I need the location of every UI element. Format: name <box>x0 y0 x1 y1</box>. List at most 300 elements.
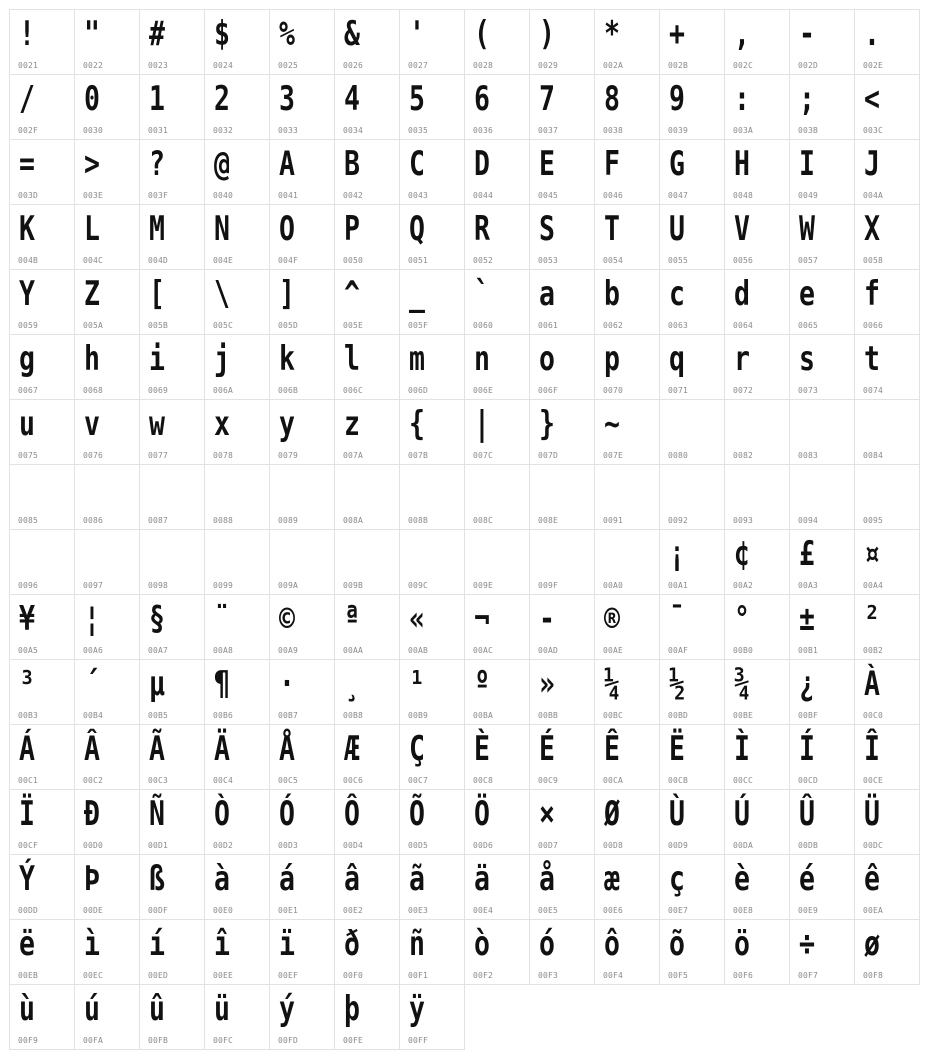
glyph-cell <box>75 400 140 465</box>
glyph-character: £ <box>799 534 815 574</box>
glyph-cell <box>335 595 400 660</box>
glyph-codepoint: 00A6 <box>83 646 104 655</box>
glyph-codepoint: 00B5 <box>148 711 169 720</box>
glyph-cell <box>530 725 595 790</box>
glyph-character: k <box>279 339 295 379</box>
glyph-codepoint: 00CE <box>863 776 884 785</box>
glyph-character: À <box>864 664 880 704</box>
glyph-codepoint: 0042 <box>343 191 364 200</box>
glyph-codepoint: 0046 <box>603 191 624 200</box>
glyph-cell <box>75 270 140 335</box>
glyph-character: N <box>214 209 230 249</box>
glyph-codepoint: 0040 <box>213 191 234 200</box>
glyph-character: ð <box>344 924 360 964</box>
glyph-cell <box>270 205 335 270</box>
glyph-cell <box>335 335 400 400</box>
glyph-cell <box>725 790 790 855</box>
glyph-character: 0 <box>84 79 100 119</box>
glyph-character: § <box>149 599 165 639</box>
glyph-codepoint: 0057 <box>798 256 819 265</box>
glyph-character: ' <box>409 14 425 54</box>
glyph-character: r <box>734 339 750 379</box>
glyph-character: n <box>474 339 490 379</box>
glyph-codepoint: 0028 <box>473 61 494 70</box>
glyph-cell <box>205 270 270 335</box>
glyph-codepoint: 005B <box>148 321 169 330</box>
glyph-character: A <box>279 144 295 184</box>
glyph-character: V <box>734 209 750 249</box>
glyph-character: ¯ <box>669 599 685 639</box>
glyph-cell <box>270 140 335 205</box>
glyph-codepoint: 0045 <box>538 191 559 200</box>
glyph-cell <box>400 920 465 985</box>
glyph-cell <box>140 660 205 725</box>
glyph-codepoint: 0037 <box>538 126 559 135</box>
glyph-cell <box>10 75 75 140</box>
glyph-codepoint: 0061 <box>538 321 559 330</box>
glyph-character: b <box>604 274 620 314</box>
glyph-cell <box>790 790 855 855</box>
glyph-codepoint: 00D7 <box>538 841 559 850</box>
glyph-character: Ï <box>19 794 35 834</box>
glyph-codepoint: 0080 <box>668 451 689 460</box>
glyph-cell <box>855 400 920 465</box>
glyph-cell <box>140 75 205 140</box>
glyph-character: c <box>669 274 685 314</box>
glyph-cell <box>660 920 725 985</box>
glyph-codepoint: 00FB <box>148 1036 169 1045</box>
glyph-cell <box>790 10 855 75</box>
glyph-codepoint: 00FE <box>343 1036 364 1045</box>
glyph-character: O <box>279 209 295 249</box>
glyph-codepoint: 00C8 <box>473 776 494 785</box>
glyph-codepoint: 003D <box>18 191 39 200</box>
glyph-cell <box>530 140 595 205</box>
glyph-character: ª <box>344 599 360 639</box>
glyph-cell <box>855 920 920 985</box>
glyph-character: h <box>84 339 100 379</box>
glyph-cell <box>530 660 595 725</box>
glyph-codepoint: 00BB <box>538 711 559 720</box>
glyph-codepoint: 0072 <box>733 386 754 395</box>
glyph-codepoint: 00F2 <box>473 971 494 980</box>
glyph-codepoint: 00CB <box>668 776 689 785</box>
glyph-cell <box>10 530 75 595</box>
glyph-character: D <box>474 144 490 184</box>
glyph-character: ä <box>474 859 490 899</box>
glyph-character: þ <box>344 989 360 1029</box>
glyph-character: ß <box>149 859 165 899</box>
glyph-cell <box>465 140 530 205</box>
glyph-character: L <box>84 209 100 249</box>
glyph-character: æ <box>604 859 620 899</box>
glyph-codepoint: 0073 <box>798 386 819 395</box>
glyph-codepoint: 00CD <box>798 776 819 785</box>
glyph-codepoint: 0071 <box>668 386 689 395</box>
glyph-character: 3 <box>279 79 295 119</box>
glyph-cell <box>725 725 790 790</box>
glyph-character: ¶ <box>214 664 230 704</box>
glyph-codepoint: 0026 <box>343 61 364 70</box>
glyph-cell <box>75 725 140 790</box>
glyph-character: ¡ <box>669 534 685 574</box>
glyph-cell <box>595 270 660 335</box>
glyph-codepoint: 0076 <box>83 451 104 460</box>
glyph-codepoint: 00DC <box>863 841 884 850</box>
glyph-cell <box>660 10 725 75</box>
glyph-cell <box>725 530 790 595</box>
glyph-cell <box>465 10 530 75</box>
glyph-cell <box>465 465 530 530</box>
glyph-codepoint: 003A <box>733 126 754 135</box>
glyph-cell <box>270 270 335 335</box>
glyph-codepoint: 00B7 <box>278 711 299 720</box>
glyph-cell <box>10 595 75 660</box>
glyph-cell <box>790 75 855 140</box>
glyph-cell <box>335 855 400 920</box>
glyph-character: j <box>214 339 230 379</box>
glyph-codepoint: 00DF <box>148 906 169 915</box>
glyph-cell <box>595 140 660 205</box>
glyph-character: õ <box>669 924 685 964</box>
glyph-cell <box>400 75 465 140</box>
glyph-character: Ñ <box>149 794 165 834</box>
glyph-character: E <box>539 144 555 184</box>
glyph-character: & <box>344 14 360 54</box>
glyph-character: ´ <box>84 664 100 704</box>
glyph-codepoint: 00AD <box>538 646 559 655</box>
glyph-character: J <box>864 144 880 184</box>
glyph-codepoint: 00D5 <box>408 841 429 850</box>
glyph-character: è <box>734 859 750 899</box>
glyph-character: ¥ <box>19 599 35 639</box>
glyph-codepoint: 0082 <box>733 451 754 460</box>
glyph-character: * <box>604 14 620 54</box>
glyph-character: [ <box>149 274 165 314</box>
glyph-codepoint: 00C3 <box>148 776 169 785</box>
glyph-cell <box>335 530 400 595</box>
glyph-codepoint: 0036 <box>473 126 494 135</box>
glyph-cell <box>75 985 140 1050</box>
glyph-cell <box>10 205 75 270</box>
glyph-character: ¾ <box>734 664 750 704</box>
glyph-character: × <box>539 794 555 834</box>
glyph-cell <box>10 985 75 1050</box>
glyph-cell <box>270 530 335 595</box>
glyph-cell <box>660 530 725 595</box>
glyph-cell <box>790 140 855 205</box>
glyph-codepoint: 00C4 <box>213 776 234 785</box>
glyph-character: ü <box>214 989 230 1029</box>
glyph-character: ì <box>84 924 100 964</box>
glyph-codepoint: 005A <box>83 321 104 330</box>
glyph-codepoint: 00EC <box>83 971 104 980</box>
glyph-codepoint: 00A7 <box>148 646 169 655</box>
glyph-character: B <box>344 144 360 184</box>
glyph-codepoint: 0075 <box>18 451 39 460</box>
glyph-codepoint: 00CF <box>18 841 39 850</box>
glyph-character: ~ <box>604 404 620 444</box>
glyph-codepoint: 0056 <box>733 256 754 265</box>
glyph-cell <box>270 400 335 465</box>
glyph-codepoint: 00E3 <box>408 906 429 915</box>
glyph-character: R <box>474 209 490 249</box>
glyph-cell <box>530 790 595 855</box>
glyph-codepoint: 00F1 <box>408 971 429 980</box>
glyph-character: é <box>799 859 815 899</box>
glyph-character: ® <box>604 599 620 639</box>
glyph-codepoint: 00EB <box>18 971 39 980</box>
glyph-cell <box>75 465 140 530</box>
glyph-codepoint: 006F <box>538 386 559 395</box>
glyph-codepoint: 003E <box>83 191 104 200</box>
glyph-codepoint: 007C <box>473 451 494 460</box>
glyph-codepoint: 0079 <box>278 451 299 460</box>
glyph-cell <box>465 270 530 335</box>
glyph-character: Þ <box>84 859 100 899</box>
glyph-codepoint: 007A <box>343 451 364 460</box>
glyph-codepoint: 009C <box>408 581 429 590</box>
glyph-cell <box>725 335 790 400</box>
glyph-cell <box>10 790 75 855</box>
glyph-codepoint: 0047 <box>668 191 689 200</box>
glyph-character: o <box>539 339 555 379</box>
glyph-cell <box>335 725 400 790</box>
glyph-cell <box>855 790 920 855</box>
glyph-cell <box>75 205 140 270</box>
glyph-cell <box>400 530 465 595</box>
glyph-character: Í <box>799 729 815 769</box>
glyph-character: Ì <box>734 729 750 769</box>
glyph-cell <box>465 400 530 465</box>
glyph-codepoint: 00D3 <box>278 841 299 850</box>
glyph-character: á <box>279 859 295 899</box>
glyph-cell <box>140 790 205 855</box>
glyph-codepoint: 005F <box>408 321 429 330</box>
glyph-cell <box>205 140 270 205</box>
glyph-codepoint: 006A <box>213 386 234 395</box>
glyph-character: Ø <box>604 794 620 834</box>
glyph-character: } <box>539 404 555 444</box>
glyph-cell <box>725 140 790 205</box>
glyph-character: u <box>19 404 35 444</box>
glyph-codepoint: 006C <box>343 386 364 395</box>
glyph-cell <box>530 400 595 465</box>
glyph-codepoint: 0069 <box>148 386 169 395</box>
glyph-character: Î <box>864 729 880 769</box>
glyph-character: s <box>799 339 815 379</box>
glyph-codepoint: 007E <box>603 451 624 460</box>
glyph-character: È <box>474 729 490 769</box>
glyph-codepoint: 00B1 <box>798 646 819 655</box>
glyph-character: d <box>734 274 750 314</box>
glyph-cell <box>790 205 855 270</box>
glyph-character: . <box>864 14 880 54</box>
glyph-cell <box>400 205 465 270</box>
glyph-codepoint: 0077 <box>148 451 169 460</box>
glyph-character: Ü <box>864 794 880 834</box>
glyph-codepoint: 0098 <box>148 581 169 590</box>
glyph-character: ¤ <box>864 534 880 574</box>
glyph-codepoint: 00ED <box>148 971 169 980</box>
glyph-character: Ö <box>474 794 490 834</box>
glyph-codepoint: 00B9 <box>408 711 429 720</box>
glyph-cell <box>140 205 205 270</box>
glyph-codepoint: 009E <box>473 581 494 590</box>
glyph-codepoint: 00FA <box>83 1036 104 1045</box>
glyph-codepoint: 0085 <box>18 516 39 525</box>
glyph-codepoint: 0099 <box>213 581 234 590</box>
glyph-cell <box>855 335 920 400</box>
glyph-cell <box>790 725 855 790</box>
glyph-codepoint: 007B <box>408 451 429 460</box>
glyph-cell <box>855 10 920 75</box>
glyph-cell <box>595 75 660 140</box>
glyph-cell <box>270 985 335 1050</box>
glyph-character: I <box>799 144 815 184</box>
glyph-cell <box>660 400 725 465</box>
glyph-character: z <box>344 404 360 444</box>
glyph-cell <box>205 465 270 530</box>
glyph-cell <box>530 335 595 400</box>
glyph-character: 8 <box>604 79 620 119</box>
glyph-character: \ <box>214 274 230 314</box>
glyph-cell <box>205 790 270 855</box>
glyph-character: F <box>604 144 620 184</box>
glyph-character: H <box>734 144 750 184</box>
glyph-cell <box>205 660 270 725</box>
glyph-codepoint: 0060 <box>473 321 494 330</box>
glyph-character: å <box>539 859 555 899</box>
glyph-character: í <box>149 924 165 964</box>
glyph-character: $ <box>214 14 230 54</box>
glyph-cell <box>465 530 530 595</box>
glyph-cell <box>595 335 660 400</box>
glyph-character: ñ <box>409 924 425 964</box>
glyph-cell <box>10 10 75 75</box>
glyph-codepoint: 004F <box>278 256 299 265</box>
glyph-cell <box>270 595 335 660</box>
glyph-codepoint: 00F0 <box>343 971 364 980</box>
glyph-codepoint: 00A5 <box>18 646 39 655</box>
glyph-cell <box>725 920 790 985</box>
glyph-cell <box>595 920 660 985</box>
glyph-codepoint: 0064 <box>733 321 754 330</box>
glyph-cell <box>335 660 400 725</box>
glyph-character: p <box>604 339 620 379</box>
glyph-codepoint: 00DB <box>798 841 819 850</box>
glyph-codepoint: 00E6 <box>603 906 624 915</box>
glyph-codepoint: 00E8 <box>733 906 754 915</box>
glyph-cell <box>270 790 335 855</box>
glyph-cell <box>855 595 920 660</box>
glyph-codepoint: 00DE <box>83 906 104 915</box>
glyph-codepoint: 0029 <box>538 61 559 70</box>
glyph-cell <box>335 465 400 530</box>
glyph-character: U <box>669 209 685 249</box>
glyph-cell <box>270 335 335 400</box>
glyph-cell <box>595 530 660 595</box>
glyph-codepoint: 00F6 <box>733 971 754 980</box>
glyph-codepoint: 00F5 <box>668 971 689 980</box>
glyph-cell <box>10 465 75 530</box>
glyph-cell <box>660 595 725 660</box>
glyph-cell <box>855 855 920 920</box>
glyph-cell <box>790 400 855 465</box>
glyph-character: ÷ <box>799 924 815 964</box>
glyph-codepoint: 0052 <box>473 256 494 265</box>
glyph-cell <box>790 530 855 595</box>
glyph-character: 6 <box>474 79 490 119</box>
glyph-codepoint: 00A8 <box>213 646 234 655</box>
glyph-character: Õ <box>409 794 425 834</box>
glyph-codepoint: 00C9 <box>538 776 559 785</box>
glyph-cell <box>660 140 725 205</box>
glyph-codepoint: 00D6 <box>473 841 494 850</box>
glyph-cell <box>140 725 205 790</box>
glyph-character: ô <box>604 924 620 964</box>
glyph-cell <box>660 270 725 335</box>
glyph-cell <box>400 335 465 400</box>
glyph-cell <box>790 465 855 530</box>
glyph-codepoint: 00A2 <box>733 581 754 590</box>
glyph-character: Ú <box>734 794 750 834</box>
glyph-cell <box>855 270 920 335</box>
glyph-character: ¢ <box>734 534 750 574</box>
glyph-cell <box>725 595 790 660</box>
glyph-codepoint: 00FD <box>278 1036 299 1045</box>
glyph-codepoint: 00CA <box>603 776 624 785</box>
glyph-codepoint: 0033 <box>278 126 299 135</box>
glyph-codepoint: 00E0 <box>213 906 234 915</box>
glyph-character: ã <box>409 859 425 899</box>
glyph-codepoint: 00A3 <box>798 581 819 590</box>
glyph-cell <box>140 335 205 400</box>
glyph-codepoint: 002F <box>18 126 39 135</box>
glyph-codepoint: 006D <box>408 386 429 395</box>
glyph-cell <box>660 660 725 725</box>
glyph-cell <box>75 75 140 140</box>
glyph-cell <box>465 335 530 400</box>
glyph-codepoint: 0053 <box>538 256 559 265</box>
glyph-character: â <box>344 859 360 899</box>
glyph-cell <box>140 920 205 985</box>
glyph-codepoint: 002D <box>798 61 819 70</box>
glyph-cell <box>790 595 855 660</box>
glyph-codepoint: 005E <box>343 321 364 330</box>
glyph-codepoint: 00BF <box>798 711 819 720</box>
glyph-codepoint: 00EA <box>863 906 884 915</box>
glyph-codepoint: 00AF <box>668 646 689 655</box>
glyph-character: ¨ <box>214 599 230 639</box>
glyph-cell <box>660 75 725 140</box>
glyph-codepoint: 0095 <box>863 516 884 525</box>
glyph-character: © <box>279 599 295 639</box>
glyph-character: Å <box>279 729 295 769</box>
glyph-character: 4 <box>344 79 360 119</box>
glyph-cell <box>205 985 270 1050</box>
glyph-codepoint: 00FF <box>408 1036 429 1045</box>
glyph-codepoint: 00C2 <box>83 776 104 785</box>
glyph-cell <box>725 660 790 725</box>
glyph-codepoint: 00C0 <box>863 711 884 720</box>
glyph-codepoint: 0083 <box>798 451 819 460</box>
glyph-character: = <box>19 144 35 184</box>
glyph-character: ( <box>474 14 490 54</box>
glyph-codepoint: 007D <box>538 451 559 460</box>
glyph-codepoint: 00C1 <box>18 776 39 785</box>
glyph-character: Ç <box>409 729 425 769</box>
